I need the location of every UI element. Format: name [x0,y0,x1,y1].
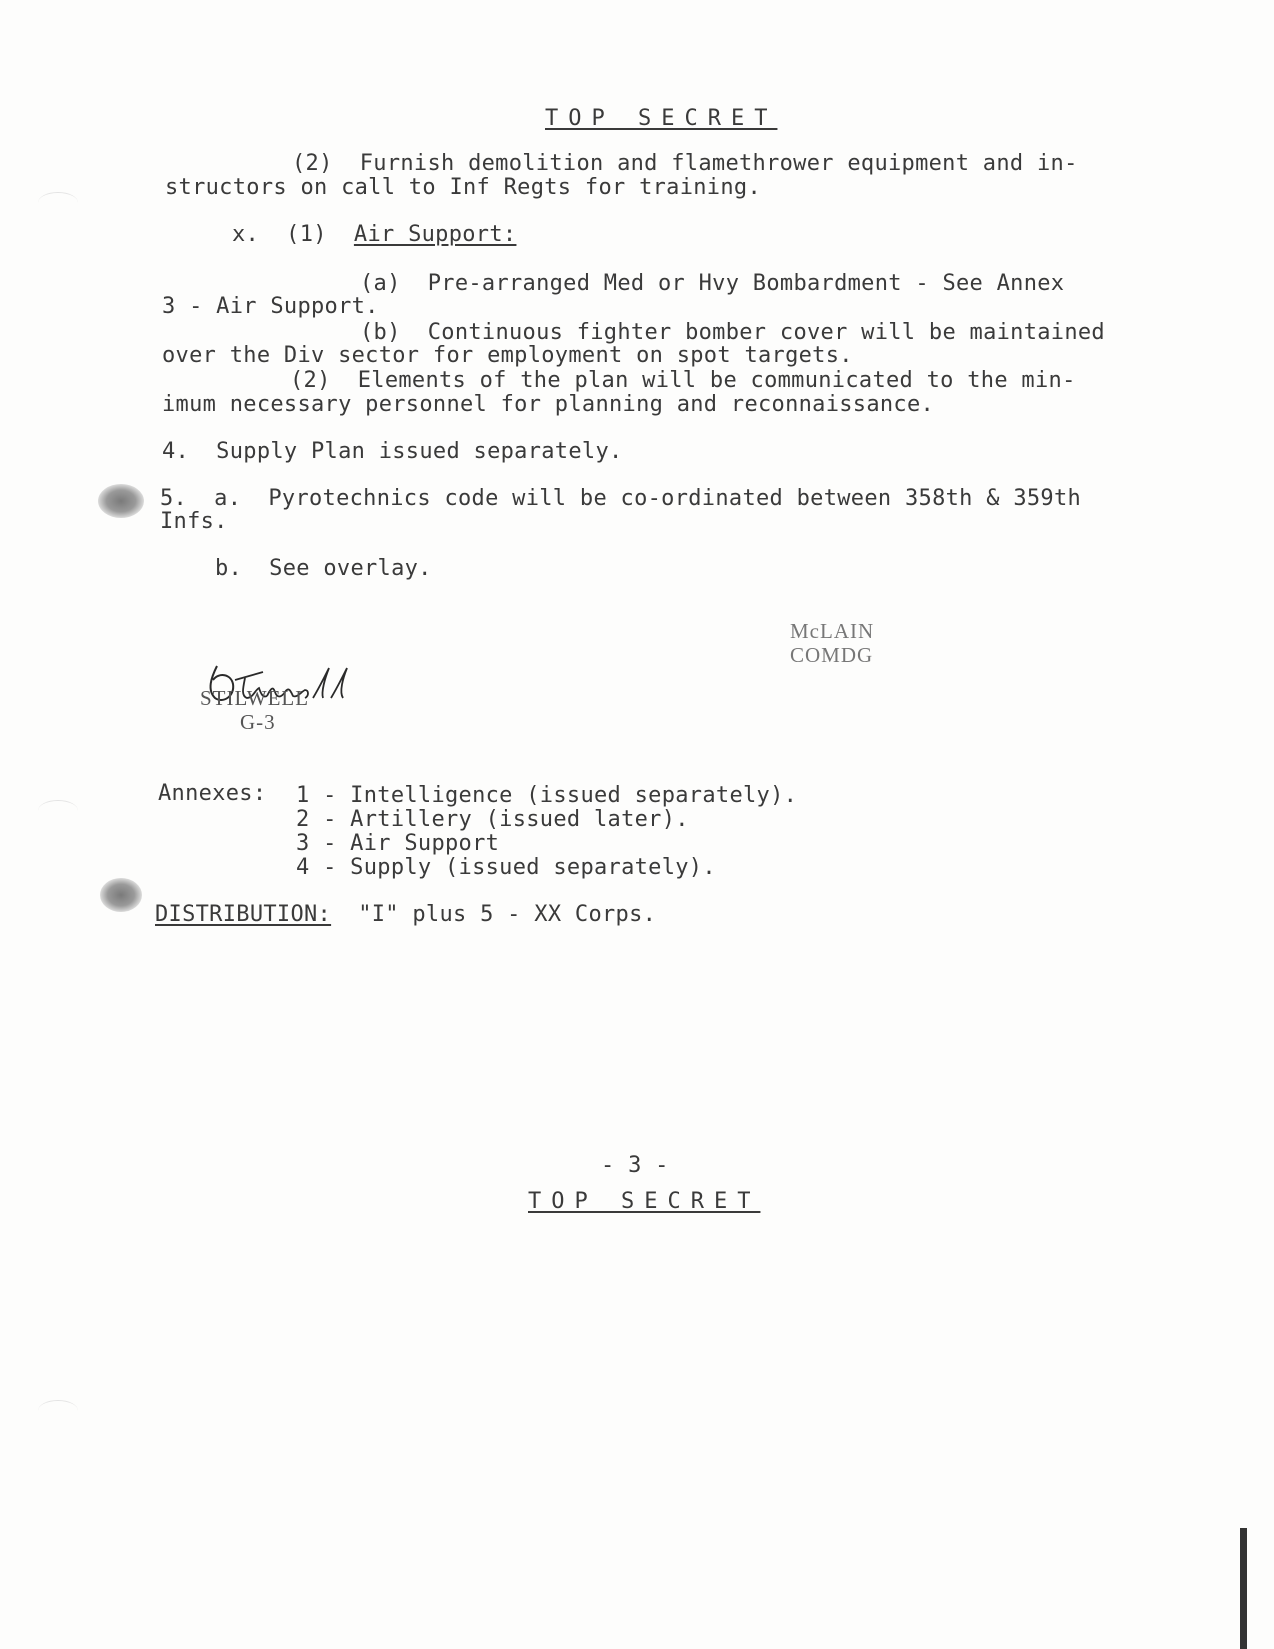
text-line: (2) Furnish demolition and flamethrower equipment and in- [292,151,1078,176]
punch-hole-mark [38,800,78,821]
text-line: over the Div sector for employment on spot targets. [162,343,853,368]
text-line: (b) Continuous fighter bomber cover will be maintained [360,320,1105,345]
section-heading: Air Support: [353,222,517,247]
text-line: b. See overlay. [215,556,432,581]
distribution-label: DISTRIBUTION: [155,902,332,927]
annex-item: 3 - Air Support [296,831,500,856]
scan-edge-bar [1240,1528,1247,1649]
punch-hole-mark [38,192,78,213]
distribution-line [155,903,656,927]
ink-smudge [100,878,142,912]
footer-classification: TOP SECRET [528,1189,761,1214]
text-line: 5. a. Pyrotechnics code will be co-ordinated between 358th & 359th [160,486,1082,511]
signer-title: G-3 [240,710,276,734]
text-line: structors on call to Inf Regts for training. [165,175,761,200]
text-line: 4. Supply Plan issued separately. [162,439,623,464]
commander-name: McLAIN [790,619,875,643]
annex-item: 2 - Artillery (issued later). [296,807,689,832]
punch-hole-mark [38,1400,78,1421]
distribution-value: "I" plus 5 - XX Corps. [358,902,657,927]
text-line: 3 - Air Support. [162,294,379,319]
text-line: (2) Elements of the plan will be communicated to the min- [290,368,1076,393]
text-line: imum necessary personnel for planning and reconnaissance. [162,392,935,417]
page-number: - 3 - [601,1153,669,1178]
annexes-label: Annexes: [158,781,267,806]
header-classification: TOP SECRET [545,106,778,131]
text-line: Infs. [160,509,228,534]
paragraph-label: x. (1) [232,222,354,247]
annex-item: 4 - Supply (issued separately). [296,855,716,880]
text-line [232,223,516,247]
signer-name: STILWELL [200,686,310,710]
annex-item: 1 - Intelligence (issued separately). [296,783,798,808]
ink-smudge [98,484,144,518]
text-line: (a) Pre-arranged Med or Hvy Bombardment - See Annex [360,271,1065,296]
commander-title: COMDG [790,643,874,667]
